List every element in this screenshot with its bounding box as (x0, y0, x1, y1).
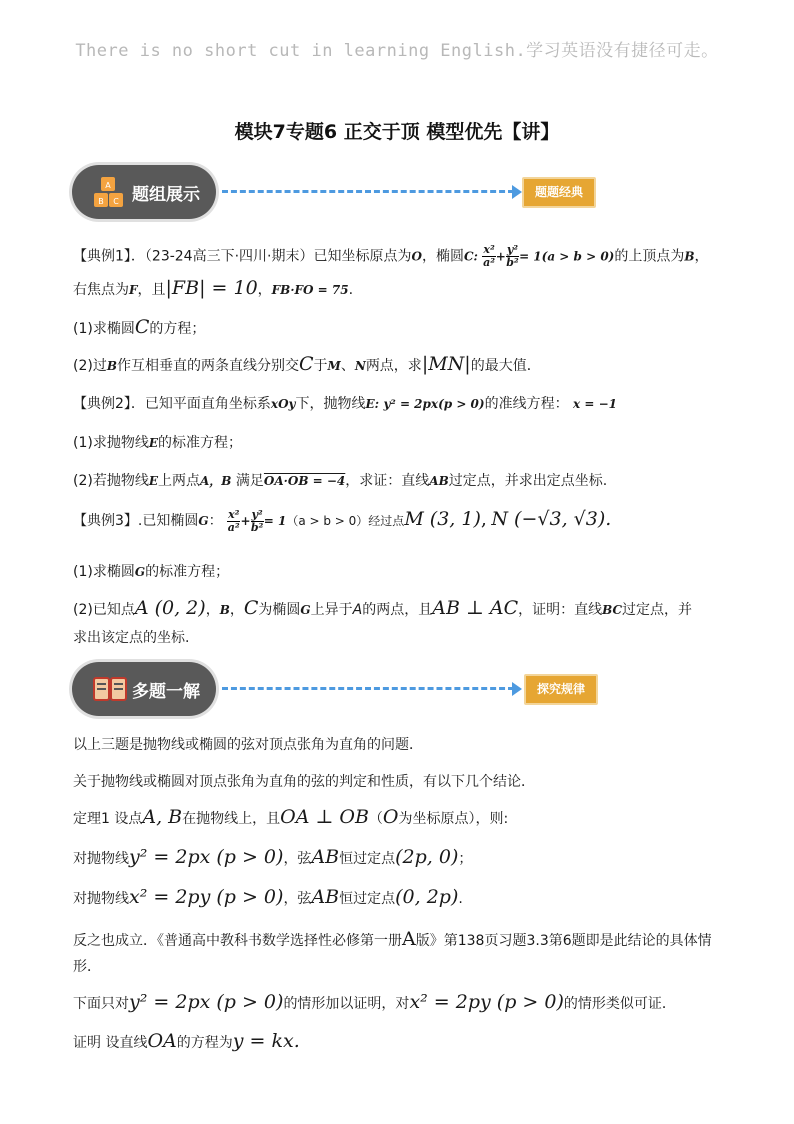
result-1: 对抛物线y² = 2px (p > 0)，弦AB恒过定点(2p, 0)； (73, 846, 473, 868)
example3-q1: (1)求椭圆G的标准方程； (73, 564, 230, 580)
dashed-arrow-line (222, 190, 514, 193)
dashed-arrow-line (222, 687, 514, 690)
section-banner-method (72, 659, 612, 719)
example1-q1: (1)求椭圆C的方程； (73, 316, 206, 338)
section-label: 多题一解 (132, 682, 200, 702)
section-tag: 题题经典 (522, 177, 596, 208)
abc-blocks-icon (92, 175, 126, 209)
example1-q2: (2)过B作互相垂直的两条直线分别交C于M、N两点，求|MN|的最大值． (73, 353, 541, 375)
example3-q2-cont: 求出该定点的坐标. (73, 630, 190, 646)
paragraph-4: 下面只对y² = 2px (p > 0)的情形加以证明，对x² = 2py (p > 0)的情形类似可证． (73, 991, 676, 1013)
paragraph-1: 以上三题是抛物线或椭圆的弦对顶点张角为直角的问题． (73, 737, 423, 753)
example3-q2: (2)已知点A (0, 2)，B，C为椭圆G上异于A的两点，且AB ⊥ AC，证明：直线BC过定点，并 (73, 597, 693, 619)
example2-q1: (1)求抛物线E的标准方程； (73, 435, 242, 451)
example1-line1: 【典例1】．（23-24高三下·四川·期末）已知坐标原点为O，椭圆C: $\frac{\text{x²}}{\text{a²}}$ + $\frac{\text{y²}}{\text{b²}}$ = 1(a > b > 0)的上顶点为B， (73, 243, 709, 269)
svg-text:B: B (98, 197, 104, 206)
section-tag: 探究规律 (524, 674, 598, 705)
theorem-1: 定理1 设点A, B在抛物线上，且OA ⊥ OB（O为坐标原点），则: (73, 806, 509, 828)
open-book-icon (92, 672, 128, 706)
example3-line1: 【典例3】.已知椭圆G： $\frac{\text{x²}}{\text{a²}}$ + $\frac{\text{y²}}{\text{b²}}$ = 1（a > b > 0）经过点M (3, 1), N (−√3, √3). (73, 507, 612, 534)
arrow-head-icon (512, 185, 522, 199)
proof-start: 证明 设直线OA的方程为y = kx. (73, 1030, 300, 1052)
result-2: 对抛物线x² = 2py (p > 0)，弦AB恒过定点(0, 2p). (73, 886, 463, 908)
example2-line1: 【典例2】．已知平面直角坐标系xOy下，抛物线E: y² = 2px(p > 0)的准线方程： x = −1 (73, 396, 618, 412)
paragraph-3-cont: 形． (73, 959, 101, 975)
arrow-head-icon (512, 682, 522, 696)
page-title: 模块7专题6 正交于顶 模型优先【讲】 (234, 121, 560, 143)
header-motto: There is no short cut in learning English.学习英语没有捷径可走。 (75, 41, 719, 61)
section-banner-examples (72, 162, 612, 222)
section-pill (72, 662, 216, 716)
section-pill (72, 165, 216, 219)
svg-text:C: C (113, 197, 119, 206)
example2-q2: (2)若抛物线E上两点A，B 满足OA·OB = −4，求证：直线AB过定点，并求出定点坐标. (73, 473, 608, 489)
paragraph-2: 关于抛物线或椭圆对顶点张角为直角的弦的判定和性质，有以下几个结论． (73, 774, 535, 790)
paragraph-3: 反之也成立．《普通高中教科书数学选择性必修第一册A版》第138页习题3.3第6题即是此结论的具体情 (73, 928, 712, 950)
section-label: 题组展示 (132, 185, 200, 205)
example1-line2: 右焦点为F，且|FB| = 10，FB·FO = 75. (73, 277, 354, 299)
svg-text:A: A (105, 181, 111, 190)
